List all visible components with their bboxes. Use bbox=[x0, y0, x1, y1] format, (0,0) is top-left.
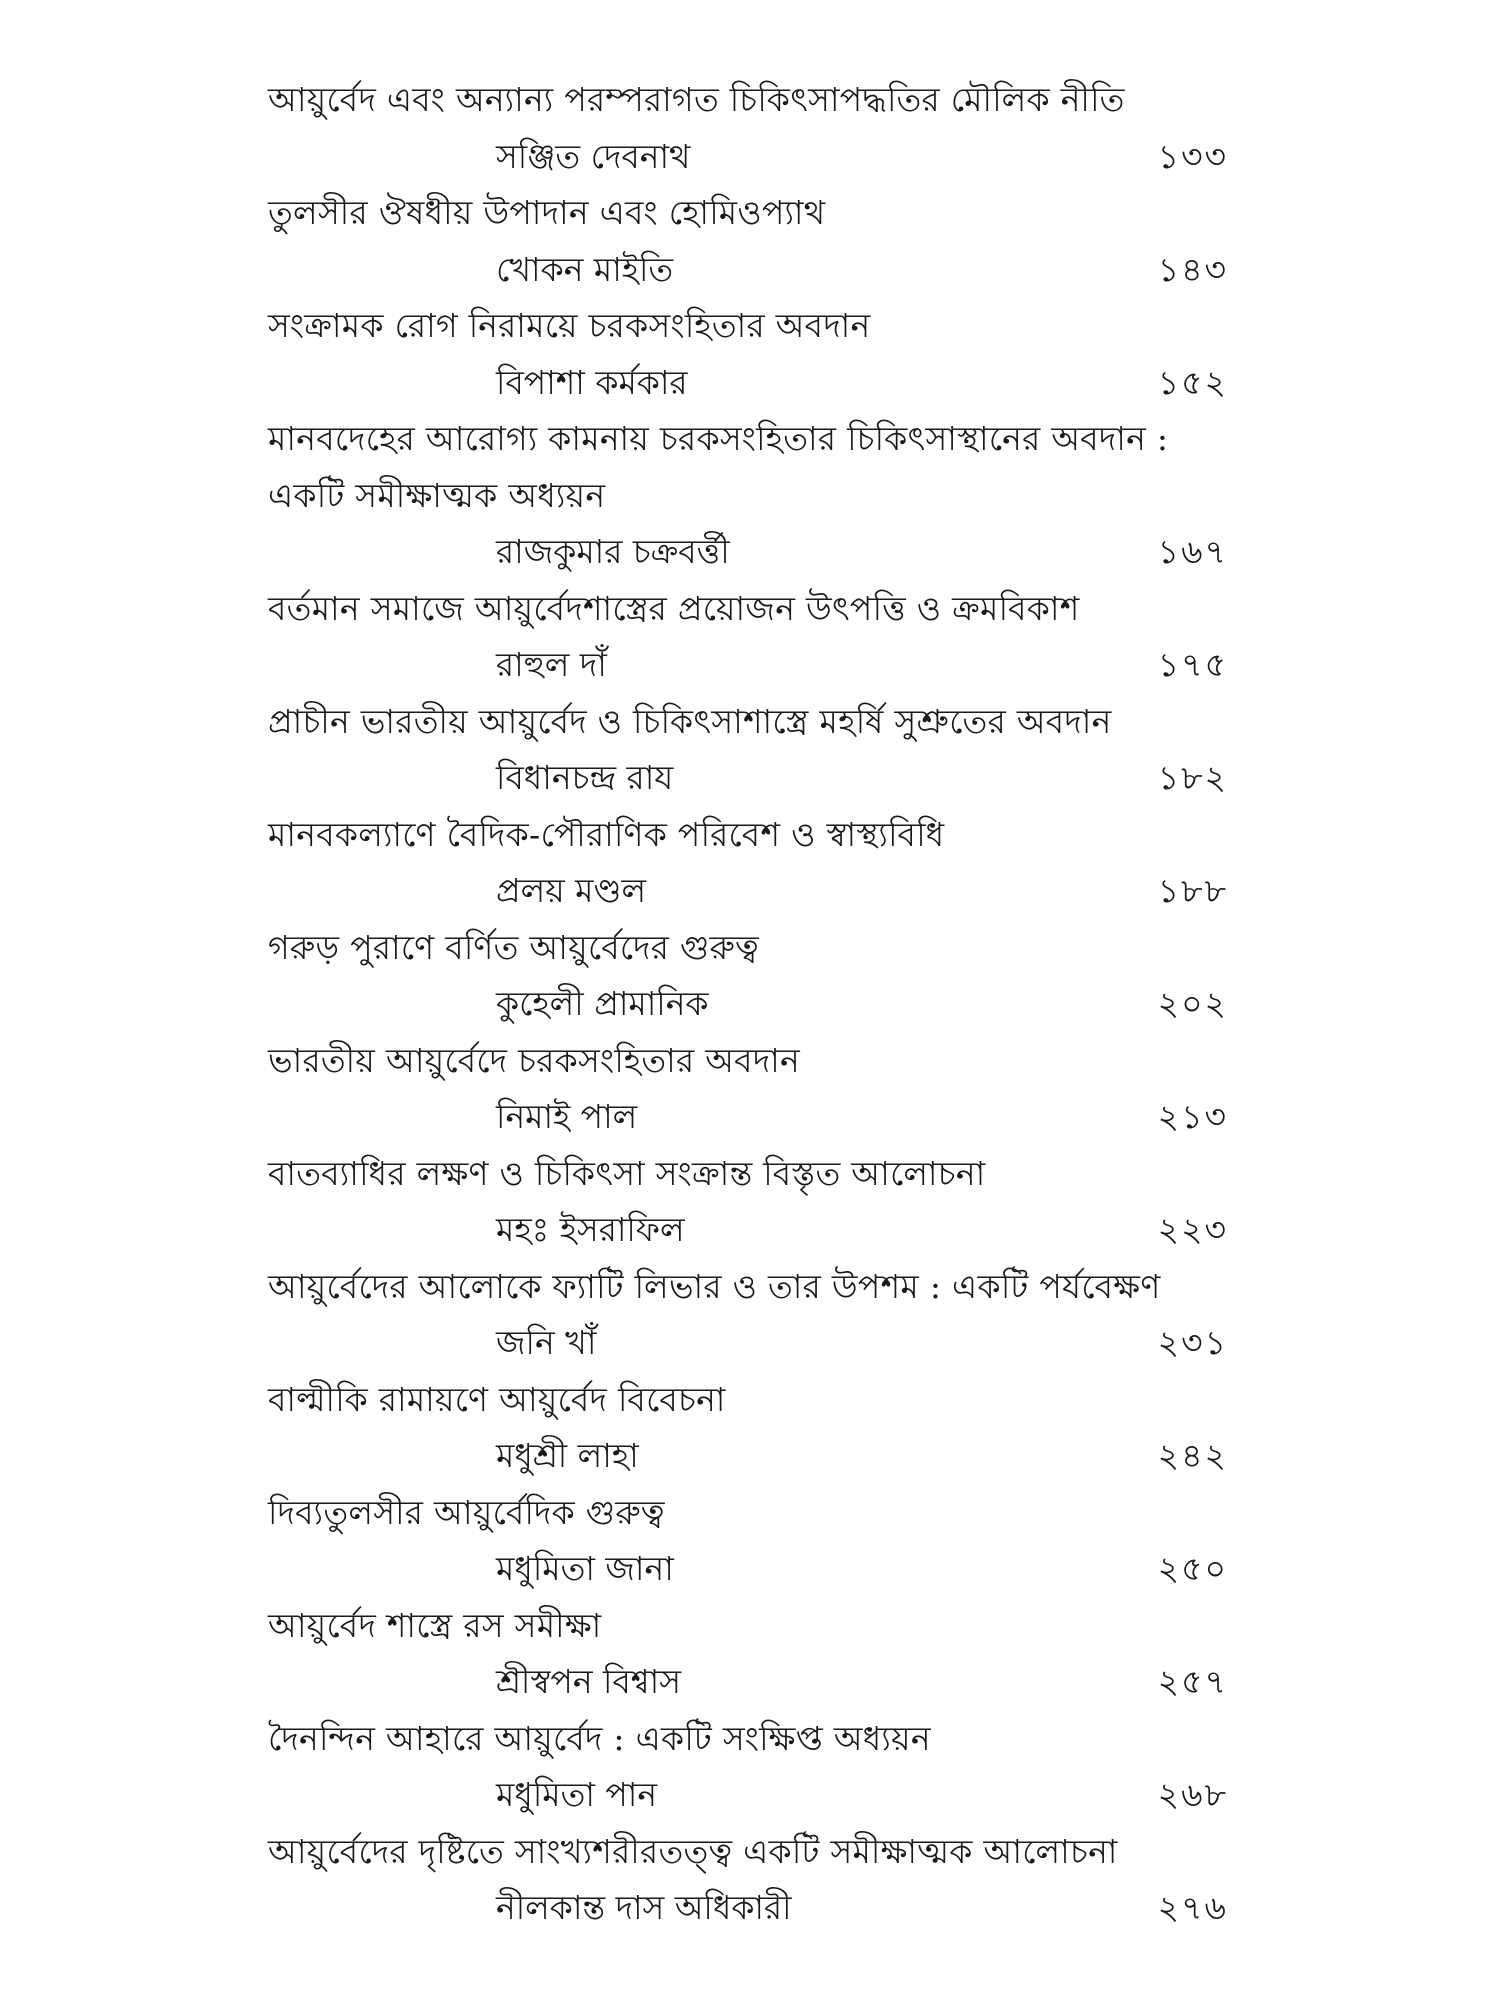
entry-author-row bbox=[268, 1202, 1228, 1259]
toc-entry-7 bbox=[268, 807, 1228, 920]
entry-author: নিমাই পাল bbox=[496, 1097, 638, 1136]
entry-title: প্রাচীন ভারতীয় আয়ুর্বেদ ও চিকিৎসাশাস্ত্রে মহর্ষি সুশ্রুতের অবদান bbox=[268, 701, 1112, 741]
entry-author-row bbox=[268, 129, 1228, 186]
entry-page-number: ২৭৬ bbox=[1157, 1888, 1228, 1927]
entry-author: মধুশ্রী লাহা bbox=[496, 1436, 639, 1475]
toc-entry-2 bbox=[268, 185, 1228, 298]
entry-author: রাজকুমার চক্রবর্ত্তী bbox=[496, 532, 730, 571]
entry-author-row bbox=[268, 637, 1228, 694]
toc-entry-11 bbox=[268, 1259, 1228, 1372]
toc-entry-12 bbox=[268, 1372, 1228, 1485]
toc-entry-14 bbox=[268, 1598, 1228, 1711]
entry-page-number: ১৬৭ bbox=[1157, 532, 1228, 571]
entry-title: গরুড় পুরাণে বর্ণিত আয়ুর্বেদের গুরুত্ব bbox=[268, 927, 759, 967]
entry-author-row bbox=[268, 1089, 1228, 1146]
entry-title: বর্তমান সমাজে আয়ুর্বেদশাস্ত্রের প্রয়োজন উৎপত্তি ও ক্রমবিকাশ bbox=[268, 588, 1080, 628]
entry-page-number: ১৪৩ bbox=[1157, 249, 1228, 289]
entry-author-row bbox=[268, 355, 1228, 412]
entry-author-row bbox=[268, 1767, 1228, 1824]
toc-entry-15 bbox=[268, 1711, 1228, 1824]
entry-page-number: ২৩১ bbox=[1157, 1323, 1228, 1362]
toc-entry-3 bbox=[268, 298, 1228, 411]
entry-page-number: ১৮৮ bbox=[1157, 871, 1228, 910]
entry-page-number: ২৫০ bbox=[1157, 1549, 1228, 1588]
entry-author-row bbox=[268, 242, 1228, 299]
entry-author-row bbox=[268, 1654, 1228, 1711]
entry-author: মহঃ ইসরাফিল bbox=[496, 1210, 685, 1249]
entry-page-number: ১৫২ bbox=[1157, 362, 1228, 402]
entry-page-number: ২১৩ bbox=[1157, 1097, 1228, 1136]
entry-title: তুলসীর ঔষধীয় উপাদান এবং হোমিওপ্যাথ bbox=[268, 193, 826, 232]
entry-page-number: ২২৩ bbox=[1157, 1210, 1228, 1249]
entry-title: আয়ুর্বেদ এবং অন্যান্য পরম্পরাগত চিকিৎসাপদ্ধতির মৌলিক নীতি bbox=[268, 80, 1125, 119]
entry-title-continuation: একটি সমীক্ষাত্মক অধ্যয়ন bbox=[268, 475, 606, 515]
toc-entry-6 bbox=[268, 694, 1228, 807]
entry-title: বাতব্যাধির লক্ষণ ও চিকিৎসা সংক্রান্ত বিস্তৃত আলোচনা bbox=[268, 1153, 986, 1193]
entry-author: জনি খাঁ bbox=[496, 1323, 597, 1362]
entry-title: দিব্যতুলসীর আয়ুর্বেদিক গুরুত্ব bbox=[268, 1492, 665, 1532]
entry-title: সংক্রামক রোগ নিরাময়ে চরকসংহিতার অবদান bbox=[268, 306, 871, 345]
entry-author-row bbox=[268, 1880, 1228, 1937]
entry-author: প্রলয় মণ্ডল bbox=[496, 871, 647, 910]
entry-author-row bbox=[268, 524, 1228, 581]
toc-entry-8 bbox=[268, 920, 1228, 1033]
entry-author: মধুমিতা পান bbox=[496, 1775, 658, 1814]
entry-author: মধুমিতা জানা bbox=[496, 1549, 674, 1588]
entry-author-row bbox=[268, 1315, 1228, 1372]
entry-page-number: ২৬৮ bbox=[1157, 1775, 1228, 1814]
entry-page-number: ১৩৩ bbox=[1157, 136, 1228, 176]
entry-author-row bbox=[268, 1541, 1228, 1598]
entry-title: মানবদেহের আরোগ্য কামনায় চরকসংহিতার চিকিৎসাস্থানের অবদান : bbox=[268, 419, 1169, 458]
entry-author: কুহেলী প্রামানিক bbox=[496, 984, 709, 1023]
entry-author-row bbox=[268, 750, 1228, 807]
entry-title: বাল্মীকি রামায়ণে আয়ুর্বেদ বিবেচনা bbox=[268, 1379, 726, 1419]
toc-entry-4 bbox=[268, 411, 1228, 581]
entry-author: বিধানচন্দ্র রায bbox=[496, 758, 674, 797]
table-of-contents bbox=[268, 72, 1228, 1937]
entry-author-row bbox=[268, 976, 1228, 1033]
entry-author: বিপাশা কর্মকার bbox=[496, 362, 688, 402]
toc-entry-10 bbox=[268, 1146, 1228, 1259]
entry-author: শ্রীস্বপন বিশ্বাস bbox=[496, 1662, 682, 1701]
entry-title: আয়ুর্বেদের আলোকে ফ্যাটি লিভার ও তার উপশম : একটি পর্যবেক্ষণ bbox=[268, 1266, 1161, 1306]
toc-entry-13 bbox=[268, 1485, 1228, 1598]
entry-title: মানবকল্যাণে বৈদিক-পৌরাণিক পরিবেশ ও স্বাস্থ্যবিধি bbox=[268, 814, 945, 854]
entry-author: সঞ্জিত দেবনাথ bbox=[496, 136, 691, 176]
entry-author: নীলকান্ত দাস অধিকারী bbox=[496, 1888, 792, 1927]
entry-author-row bbox=[268, 863, 1228, 920]
toc-entry-16 bbox=[268, 1824, 1228, 1937]
entry-title: আয়ুর্বেদ শাস্ত্রে রস সমীক্ষা bbox=[268, 1605, 602, 1645]
entry-author: রাহুল দাঁ bbox=[496, 645, 607, 684]
entry-page-number: ১৭৫ bbox=[1157, 645, 1228, 684]
entry-title: ভারতীয় আয়ুর্বেদে চরকসংহিতার অবদান bbox=[268, 1040, 801, 1080]
entry-title: দৈনন্দিন আহারে আয়ুর্বেদ : একটি সংক্ষিপ্ত অধ্যয়ন bbox=[268, 1718, 931, 1758]
entry-page-number: ১৮২ bbox=[1157, 758, 1228, 797]
entry-title: আয়ুর্বেদের দৃষ্টিতে সাংখ্যশরীরতত্ত্ব একটি সমীক্ষাত্মক আলোচনা bbox=[268, 1831, 1118, 1871]
entry-author-row bbox=[268, 1428, 1228, 1485]
entry-page-number: ২৪২ bbox=[1157, 1436, 1228, 1475]
toc-entry-9 bbox=[268, 1033, 1228, 1146]
toc-entry-1 bbox=[268, 72, 1228, 185]
entry-author: খোকন মাইতি bbox=[496, 249, 674, 289]
entry-page-number: ২০২ bbox=[1157, 984, 1228, 1023]
entry-page-number: ২৫৭ bbox=[1157, 1662, 1228, 1701]
toc-entry-5 bbox=[268, 581, 1228, 694]
